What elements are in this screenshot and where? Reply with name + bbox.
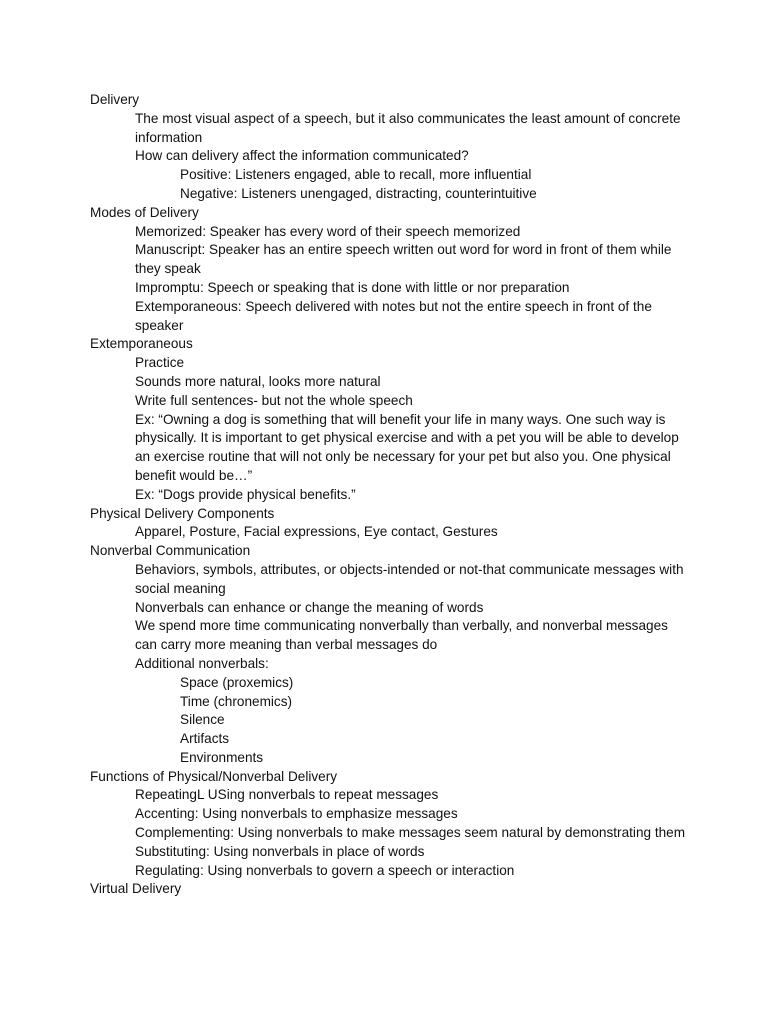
section-heading: Physical Delivery Components bbox=[90, 505, 275, 521]
section-heading: Functions of Physical/Nonverbal Delivery bbox=[90, 768, 338, 784]
outline-item: Ex: “Dogs provide physical benefits.” bbox=[135, 486, 356, 502]
section-heading: Nonverbal Communication bbox=[90, 543, 251, 559]
section-heading: Virtual Delivery bbox=[90, 881, 182, 897]
outline-item: Write full sentences- but not the whole speech bbox=[135, 392, 413, 408]
outline-item: How can delivery affect the information communicated? bbox=[135, 148, 469, 164]
outline-item: Additional nonverbals: bbox=[135, 655, 269, 671]
section-heading: Modes of Delivery bbox=[90, 204, 199, 220]
outline-subitem: Time (chronemics) bbox=[180, 693, 293, 709]
outline-item: The most visual aspect of a speech, but it also communicates the least amount of concrete information bbox=[135, 110, 681, 145]
outline-item: Sounds more natural, looks more natural bbox=[135, 373, 381, 389]
outline-item: Memorized: Speaker has every word of their speech memorized bbox=[135, 223, 521, 239]
outline-item: Apparel, Posture, Facial expressions, Eye contact, Gestures bbox=[135, 524, 498, 540]
outline-subitem: Silence bbox=[180, 712, 225, 728]
document-outline bbox=[90, 91, 690, 899]
outline-item: Substituting: Using nonverbals in place of words bbox=[135, 843, 425, 859]
outline-item: RepeatingL USing nonverbals to repeat messages bbox=[135, 787, 439, 803]
outline-subitem: Negative: Listeners unengaged, distracting, counterintuitive bbox=[180, 185, 537, 201]
outline-item: Impromptu: Speech or speaking that is done with little or nor preparation bbox=[135, 279, 570, 295]
outline-item: Complementing: Using nonverbals to make messages seem natural by demonstrating them bbox=[135, 825, 686, 841]
section-heading: Delivery bbox=[90, 92, 140, 107]
outline-subitem: Positive: Listeners engaged, able to recall, more influential bbox=[180, 167, 532, 183]
outline-item: Nonverbals can enhance or change the meaning of words bbox=[135, 599, 484, 615]
outline-subitem: Environments bbox=[180, 749, 264, 765]
outline-subitem: Space (proxemics) bbox=[180, 674, 294, 690]
outline-item: Ex: “Owning a dog is something that will benefit your life in many ways. One such way is physically. It is important to get physical exercise and with a pet you will be able to develop an exercise routine that will not only be necessary for your pet but also you. One physical benefit would be…” bbox=[135, 411, 679, 483]
outline-item: We spend more time communicating nonverbally than verbally, and nonverbal messages can carry more meaning than verbal messages do bbox=[135, 618, 668, 653]
outline-item: Extemporaneous: Speech delivered with notes but not the entire speech in front of the speaker bbox=[135, 298, 652, 333]
outline-item: Regulating: Using nonverbals to govern a speech or interaction bbox=[135, 862, 515, 878]
outline-item: Accenting: Using nonverbals to emphasize messages bbox=[135, 806, 458, 822]
outline-item: Behaviors, symbols, attributes, or objects-intended or not-that communicate messages with social meaning bbox=[135, 561, 684, 596]
outline-subitem: Artifacts bbox=[180, 731, 230, 747]
section-heading: Extemporaneous bbox=[90, 336, 193, 352]
outline-item: Practice bbox=[135, 355, 185, 371]
outline-item: Manuscript: Speaker has an entire speech written out word for word in front of them while they speak bbox=[135, 242, 672, 277]
